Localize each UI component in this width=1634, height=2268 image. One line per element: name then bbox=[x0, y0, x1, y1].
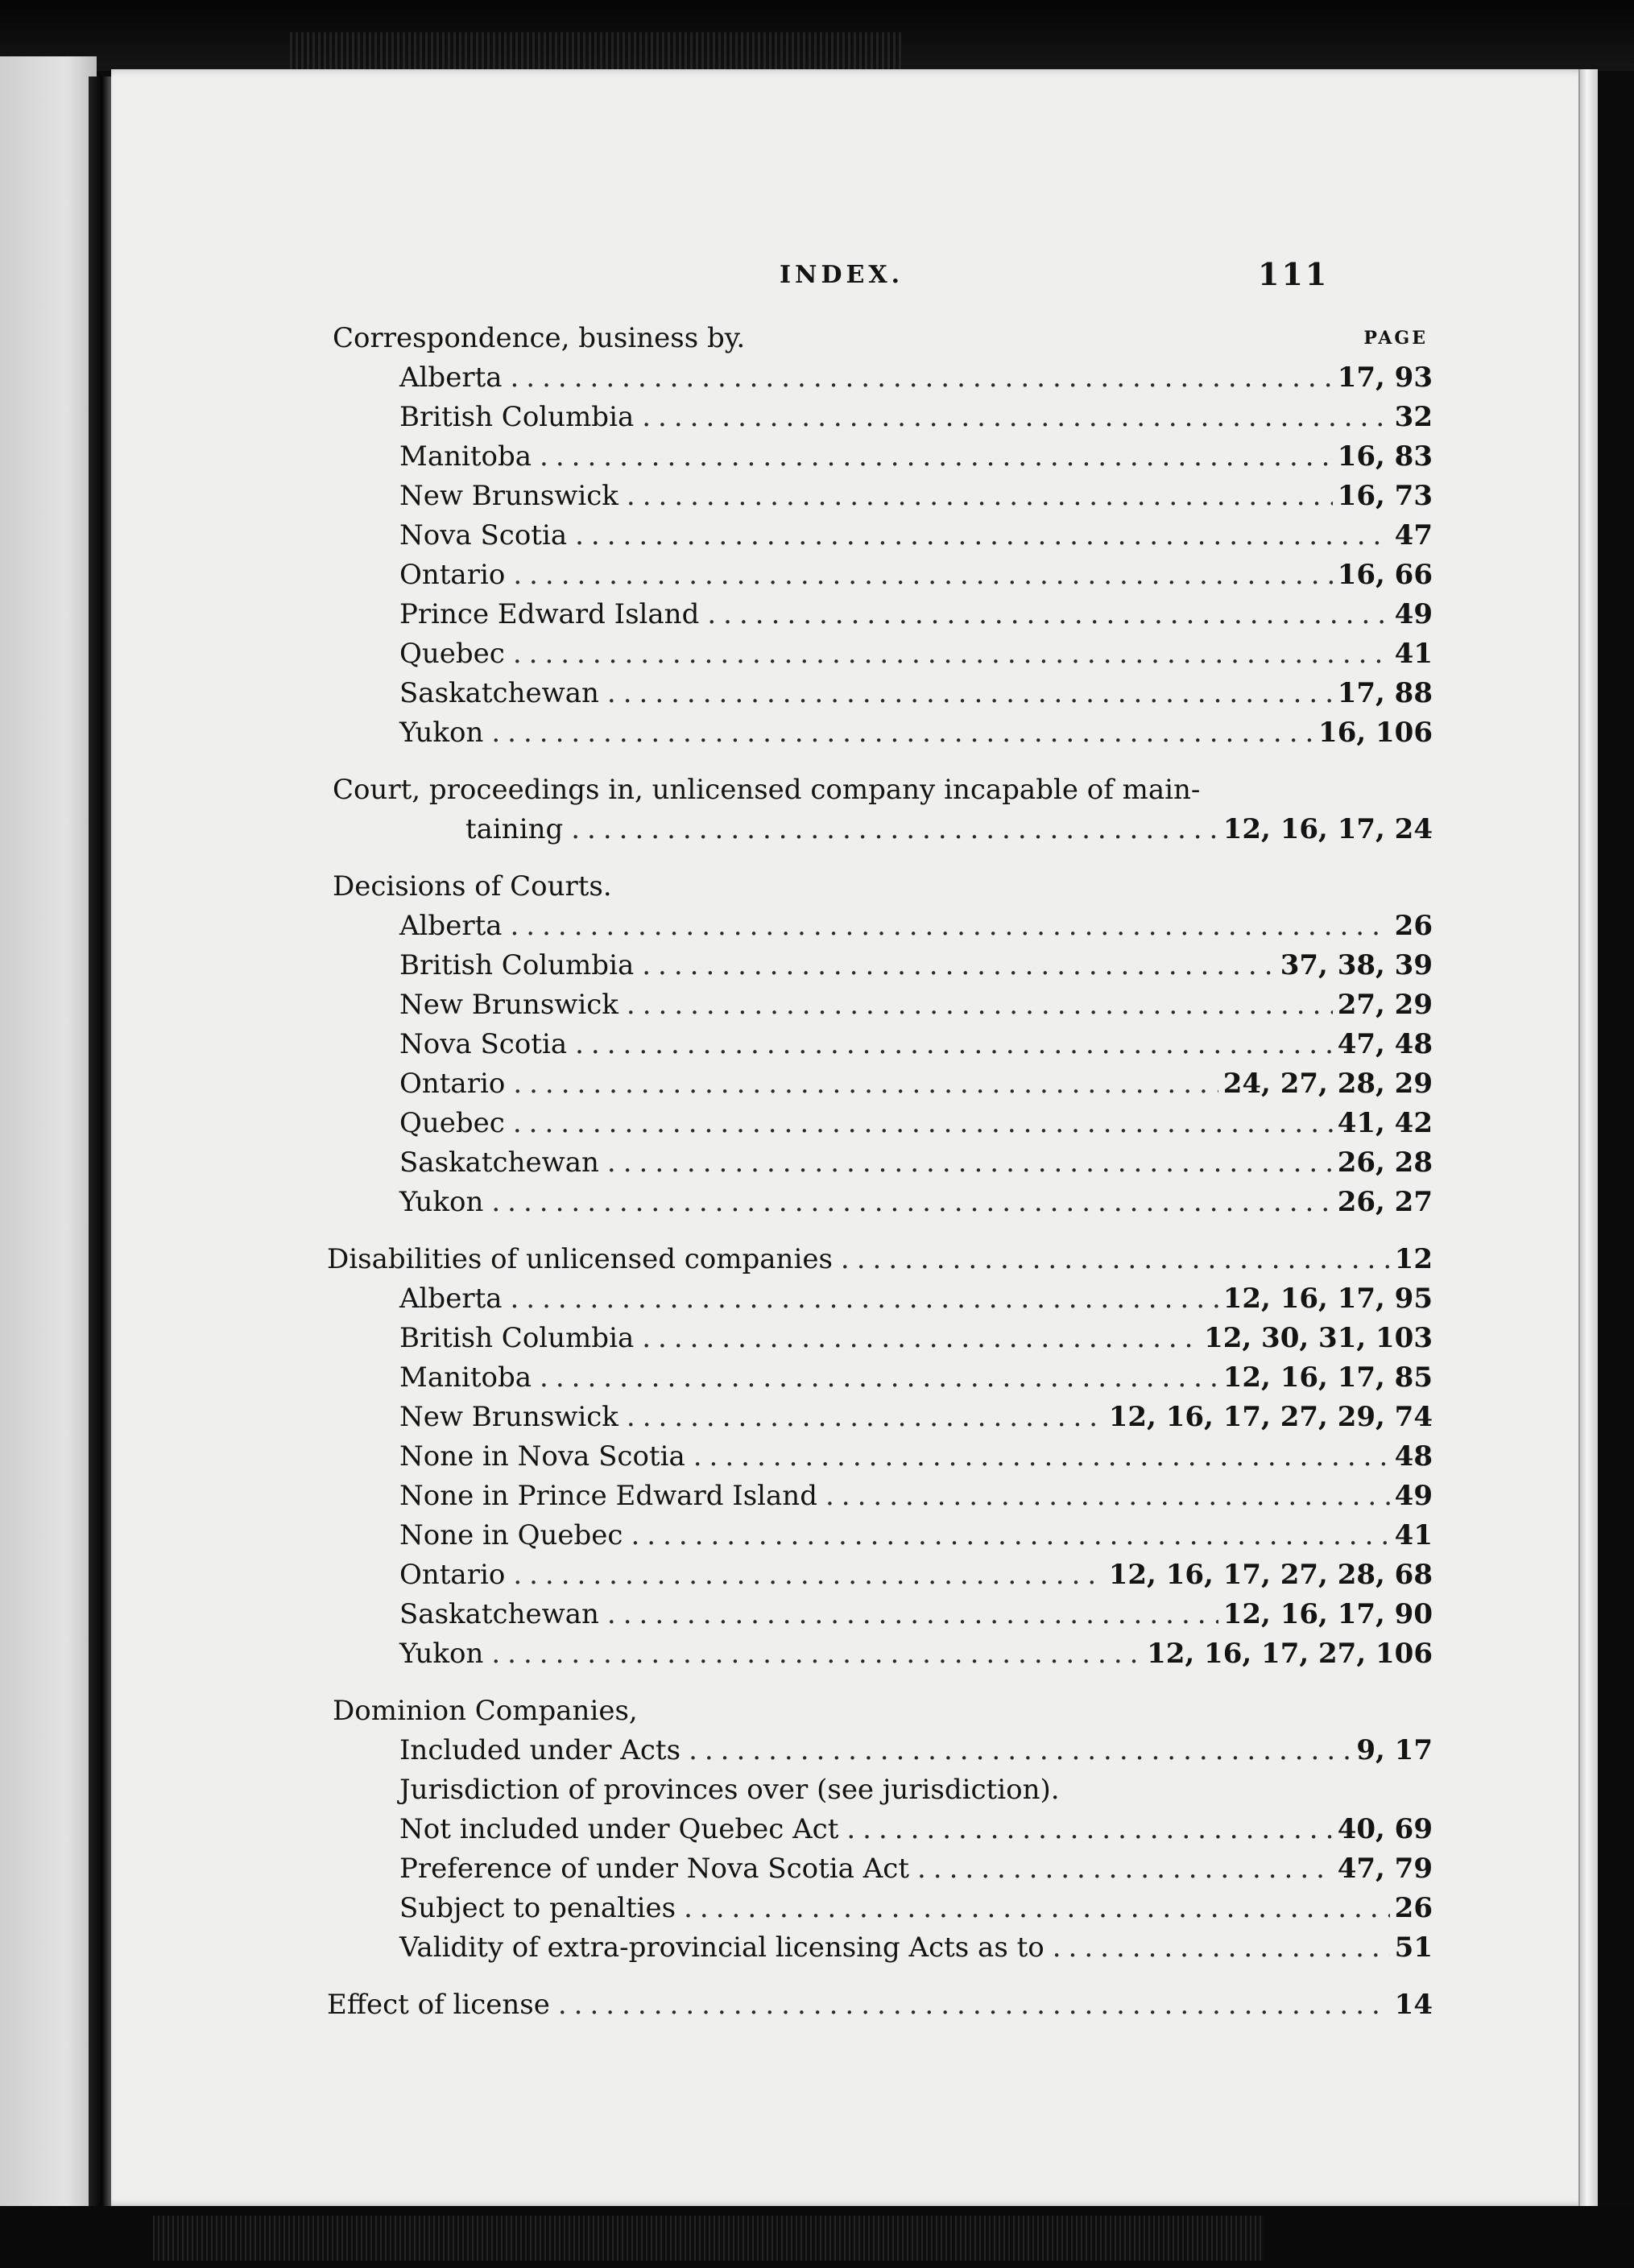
index-section bbox=[111, 867, 1591, 1222]
entry-continuation bbox=[465, 810, 1433, 849]
page-refs: 27, 29 bbox=[1337, 989, 1433, 1021]
index-section bbox=[111, 319, 1591, 753]
subentry-label: Nova Scotia bbox=[399, 1028, 568, 1060]
dot-leader bbox=[513, 556, 1332, 595]
subentry-label: Ontario bbox=[399, 1559, 506, 1591]
subentry bbox=[399, 946, 1433, 985]
dot-leader bbox=[846, 1810, 1332, 1849]
dot-leader bbox=[1053, 1928, 1390, 1968]
page-refs: 41 bbox=[1394, 1519, 1433, 1551]
entry-heading bbox=[333, 867, 1428, 907]
dot-leader bbox=[491, 1634, 1142, 1674]
page-refs: 12, 16, 17, 27, 29, 74 bbox=[1108, 1401, 1433, 1433]
subentry-label: Prince Edward Island bbox=[399, 598, 700, 630]
page-refs: 40, 69 bbox=[1337, 1813, 1433, 1845]
subentry bbox=[399, 1595, 1433, 1634]
subentry-label: Yukon bbox=[399, 717, 484, 749]
continuation-label: taining bbox=[465, 813, 564, 845]
scan-noise bbox=[290, 32, 902, 69]
scan-top-border bbox=[0, 0, 1634, 71]
subentry bbox=[399, 1770, 1433, 1810]
page-refs: 47, 48 bbox=[1337, 1028, 1433, 1060]
dot-leader bbox=[540, 437, 1333, 477]
scan-bottom-border bbox=[0, 2206, 1634, 2268]
dot-leader bbox=[511, 358, 1333, 398]
subentry bbox=[399, 985, 1433, 1025]
page-refs: 17, 88 bbox=[1337, 677, 1433, 709]
dot-leader bbox=[841, 1240, 1390, 1279]
subentry bbox=[399, 398, 1433, 437]
page-refs: 41 bbox=[1394, 638, 1433, 670]
page-refs: 12, 16, 17, 27, 28, 68 bbox=[1108, 1559, 1433, 1591]
page-refs: 12 bbox=[1394, 1243, 1433, 1275]
page-refs: 9, 17 bbox=[1356, 1734, 1433, 1766]
subentry bbox=[399, 1358, 1433, 1398]
page-refs: 14 bbox=[1394, 1989, 1433, 2021]
subentry bbox=[399, 713, 1433, 753]
subentry-label: Quebec bbox=[399, 1107, 505, 1139]
page-refs: 41, 42 bbox=[1337, 1107, 1433, 1139]
page-refs: 51 bbox=[1394, 1931, 1433, 1964]
subentry-label: New Brunswick bbox=[399, 480, 618, 512]
subentry bbox=[399, 907, 1433, 946]
subentry bbox=[399, 595, 1433, 634]
subentry bbox=[399, 1928, 1433, 1968]
dot-leader bbox=[684, 1889, 1390, 1928]
dot-leader bbox=[575, 516, 1390, 556]
scan-noise bbox=[153, 2216, 1264, 2261]
subentry bbox=[399, 634, 1433, 674]
page-refs: 16, 106 bbox=[1318, 717, 1433, 749]
dot-leader bbox=[540, 1358, 1218, 1398]
subentry-label: Yukon bbox=[399, 1638, 484, 1670]
dot-leader bbox=[607, 1143, 1333, 1183]
subentry bbox=[399, 556, 1433, 595]
main-entry-label: Disabilities of unlicensed companies bbox=[327, 1243, 833, 1275]
dot-leader bbox=[642, 398, 1389, 437]
dot-leader bbox=[607, 674, 1333, 713]
subentry bbox=[399, 1025, 1433, 1064]
dot-leader bbox=[642, 1319, 1199, 1358]
subentry-label: Alberta bbox=[399, 361, 503, 394]
page-refs: 48 bbox=[1394, 1440, 1433, 1473]
page-refs: 26, 27 bbox=[1337, 1186, 1433, 1218]
page-refs: 12, 16, 17, 27, 106 bbox=[1147, 1638, 1433, 1670]
subentry-label: Quebec bbox=[399, 638, 505, 670]
book-page bbox=[111, 69, 1591, 2206]
subentry-label: Jurisdiction of provinces over (see jurisdiction). bbox=[399, 1774, 1060, 1806]
subentry-label: Ontario bbox=[399, 1068, 506, 1100]
subentry-label: Not included under Quebec Act bbox=[399, 1813, 839, 1845]
dot-leader bbox=[917, 1849, 1333, 1889]
index-list bbox=[111, 319, 1591, 2043]
dot-leader bbox=[513, 1104, 1333, 1143]
subentry-label: Yukon bbox=[399, 1186, 484, 1218]
subentry bbox=[399, 477, 1433, 516]
subentry-label: Saskatchewan bbox=[399, 1598, 599, 1630]
subentry-label: Preference of under Nova Scotia Act bbox=[399, 1853, 909, 1885]
subentry bbox=[399, 674, 1433, 713]
dot-leader bbox=[607, 1595, 1218, 1634]
subentry bbox=[399, 1889, 1433, 1928]
page-refs: 47, 79 bbox=[1337, 1853, 1433, 1885]
subentry bbox=[399, 1104, 1433, 1143]
page-refs: 24, 27, 28, 29 bbox=[1222, 1068, 1433, 1100]
page-refs: 26, 28 bbox=[1337, 1146, 1433, 1179]
subentry bbox=[399, 1516, 1433, 1555]
page-refs: 12, 16, 17, 95 bbox=[1222, 1283, 1433, 1315]
page-refs: 12, 16, 17, 85 bbox=[1222, 1361, 1433, 1394]
subentry-label: Saskatchewan bbox=[399, 677, 599, 709]
subentry-label: Included under Acts bbox=[399, 1734, 681, 1766]
page-right-edge bbox=[1578, 69, 1598, 2206]
page-refs: 26 bbox=[1394, 910, 1433, 942]
index-section bbox=[111, 1692, 1591, 1968]
subentry-label: Alberta bbox=[399, 1283, 503, 1315]
dot-leader bbox=[513, 1555, 1103, 1595]
subentry-label: Subject to penalties bbox=[399, 1892, 676, 1924]
page-header bbox=[111, 256, 1591, 296]
main-entry bbox=[327, 1240, 1433, 1279]
page-refs: 47 bbox=[1394, 519, 1433, 552]
entry-heading bbox=[333, 319, 1428, 358]
subentry bbox=[399, 1319, 1433, 1358]
subentry bbox=[399, 1143, 1433, 1183]
subentry bbox=[399, 1555, 1433, 1595]
subentry-label: Saskatchewan bbox=[399, 1146, 599, 1179]
page-refs: 32 bbox=[1394, 401, 1433, 433]
subentry-label: None in Quebec bbox=[399, 1519, 623, 1551]
dot-leader bbox=[513, 1064, 1218, 1104]
page-refs: 49 bbox=[1394, 1480, 1433, 1512]
entry-heading bbox=[333, 770, 1428, 810]
page-refs: 16, 66 bbox=[1337, 559, 1433, 591]
subentry-label: Manitoba bbox=[399, 440, 532, 473]
subentry-label: None in Nova Scotia bbox=[399, 1440, 685, 1473]
page-number: 111 bbox=[1258, 256, 1330, 292]
main-entry bbox=[327, 1985, 1433, 2025]
subentry bbox=[399, 1477, 1433, 1516]
page-refs: 12, 16, 17, 90 bbox=[1222, 1598, 1433, 1630]
dot-leader bbox=[511, 1279, 1218, 1319]
dot-leader bbox=[491, 1183, 1332, 1222]
subentry bbox=[399, 1437, 1433, 1477]
page-refs: 12, 30, 31, 103 bbox=[1204, 1322, 1433, 1354]
subentry-label: Nova Scotia bbox=[399, 519, 568, 552]
index-section bbox=[111, 1985, 1591, 2025]
heading-text: Decisions of Courts. bbox=[333, 870, 612, 903]
heading-text: Court, proceedings in, unlicensed company incapable of main- bbox=[333, 774, 1201, 806]
page-refs: 49 bbox=[1394, 598, 1433, 630]
subentry-label: Validity of extra-provincial licensing Acts as to bbox=[399, 1931, 1045, 1964]
dot-leader bbox=[627, 985, 1333, 1025]
subentry bbox=[399, 516, 1433, 556]
page-refs: 16, 73 bbox=[1337, 480, 1433, 512]
subentry-label: British Columbia bbox=[399, 1322, 635, 1354]
subentry bbox=[399, 437, 1433, 477]
subentry-label: None in Prince Edward Island bbox=[399, 1480, 817, 1512]
main-entry-label: Effect of license bbox=[327, 1989, 550, 2021]
heading-text: Dominion Companies, bbox=[333, 1695, 638, 1727]
subentry-label: New Brunswick bbox=[399, 989, 618, 1021]
dot-leader bbox=[707, 595, 1389, 634]
page-refs: 16, 83 bbox=[1337, 440, 1433, 473]
dot-leader bbox=[571, 810, 1218, 849]
page-refs: 37, 38, 39 bbox=[1280, 949, 1433, 981]
subentry-label: British Columbia bbox=[399, 401, 635, 433]
dot-leader bbox=[491, 713, 1313, 753]
facing-page-edge bbox=[0, 56, 97, 2214]
heading-text: Correspondence, business by. bbox=[333, 322, 746, 354]
subentry bbox=[399, 1849, 1433, 1889]
subentry bbox=[399, 1279, 1433, 1319]
dot-leader bbox=[825, 1477, 1390, 1516]
subentry bbox=[399, 1810, 1433, 1849]
dot-leader bbox=[631, 1516, 1389, 1555]
page-refs: 12, 16, 17, 24 bbox=[1222, 813, 1433, 845]
subentry-label: Manitoba bbox=[399, 1361, 532, 1394]
dot-leader bbox=[689, 1731, 1351, 1770]
subentry bbox=[399, 358, 1433, 398]
page-refs: 17, 93 bbox=[1337, 361, 1433, 394]
dot-leader bbox=[642, 946, 1275, 985]
dot-leader bbox=[627, 1398, 1104, 1437]
subentry bbox=[399, 1064, 1433, 1104]
subentry-label: Alberta bbox=[399, 910, 503, 942]
subentry-label: New Brunswick bbox=[399, 1401, 618, 1433]
index-section bbox=[111, 1240, 1591, 1674]
dot-leader bbox=[693, 1437, 1390, 1477]
subentry-label: Ontario bbox=[399, 559, 506, 591]
subentry bbox=[399, 1398, 1433, 1437]
dot-leader bbox=[511, 907, 1390, 946]
dot-leader bbox=[513, 634, 1390, 674]
subentry-label: British Columbia bbox=[399, 949, 635, 981]
dot-leader bbox=[575, 1025, 1333, 1064]
page-column-label: PAGE bbox=[1363, 328, 1428, 349]
running-head: INDEX. bbox=[780, 261, 904, 289]
dot-leader bbox=[627, 477, 1333, 516]
subentry bbox=[399, 1731, 1433, 1770]
page-refs: 26 bbox=[1394, 1892, 1433, 1924]
index-section bbox=[111, 770, 1591, 849]
book-gutter bbox=[89, 76, 111, 2214]
dot-leader bbox=[558, 1985, 1390, 2025]
entry-heading bbox=[333, 1692, 1428, 1731]
subentry bbox=[399, 1183, 1433, 1222]
subentry bbox=[399, 1634, 1433, 1674]
